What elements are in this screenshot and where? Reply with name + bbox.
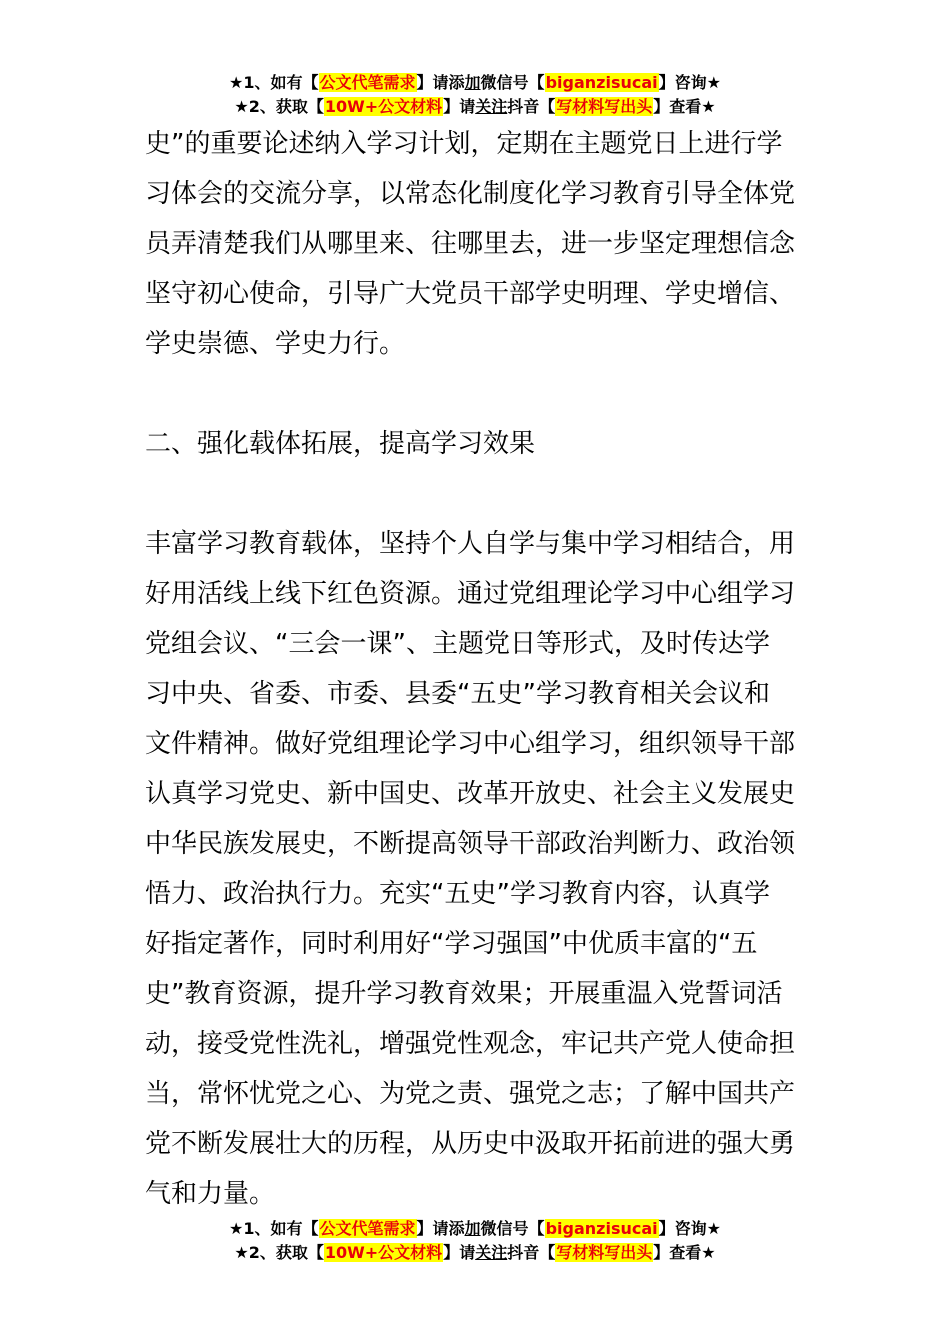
promo-text: 】咨询★ [658, 73, 721, 92]
blank-line [145, 469, 807, 519]
body-line: 认真学习党史、新中国史、改革开放史、社会主义发展史 [145, 779, 796, 809]
promo-line-2 [0, 1241, 950, 1265]
body-line: 员弄清楚我们从哪里来、往哪里去，进一步坚定理想信念 [145, 229, 796, 259]
promo-underlined: 关注 [475, 1243, 508, 1262]
promo-highlight: 10W+公文材料 [324, 97, 443, 116]
body-line: 中华民族发展史，不断提高领导干部政治判断力、政治领 [145, 829, 796, 859]
promo-douyin-id: 写材料写出头 [556, 97, 653, 116]
promo-highlight: 10W+公文材料 [324, 1243, 443, 1262]
body-line: 文件精神。做好党组理论学习中心组学习，组织领导干部 [145, 729, 796, 759]
body-line: 气和力量。 [145, 1179, 276, 1209]
blank-line [145, 369, 807, 419]
promo-text: 微信号【 [480, 1219, 545, 1238]
body-line: 史”的重要论述纳入学习计划，定期在主题党日上进行学 [145, 129, 783, 159]
body-line: 习中央、省委、市委、县委“五史”学习教育相关会议和 [145, 679, 770, 709]
body-line: 学史崇德、学史力行。 [145, 329, 406, 359]
body-line: 动，接受党性洗礼，增强党性观念，牢记共产党人使命担 [145, 1029, 796, 1059]
promo-highlight: 公文代笔需求 [319, 1219, 416, 1238]
promo-banner-bottom [0, 1217, 950, 1265]
promo-underlined: 加 [464, 1219, 481, 1238]
promo-text: 】查看★ [653, 1243, 716, 1262]
promo-underlined: 加 [464, 73, 481, 92]
promo-line-2 [0, 95, 950, 119]
body-line: 坚守初心使命，引导广大党员干部学史明理、学史增信、 [145, 279, 796, 309]
promo-douyin-id: 写材料写出头 [556, 1243, 653, 1262]
body-line: 好指定著作，同时利用好“学习强国”中优质丰富的“五 [145, 929, 758, 959]
promo-text: 】请添 [416, 73, 465, 92]
body-line: 丰富学习教育载体，坚持个人自学与集中学习相结合，用 [145, 529, 796, 559]
promo-text: 】请 [443, 1243, 476, 1262]
promo-line-1 [0, 1217, 950, 1241]
promo-text: 】请 [443, 97, 476, 116]
promo-text: ★1、如有【 [229, 1219, 319, 1238]
promo-line-1 [0, 71, 950, 95]
promo-text: 】请添 [416, 1219, 465, 1238]
body-line: 党不断发展壮大的历程，从历史中汲取开拓前进的强大勇 [145, 1129, 796, 1159]
body-line: 党组会议、“三会一课”、主题党日等形式，及时传达学 [145, 629, 770, 659]
section-heading: 二、强化载体拓展，提高学习效果 [145, 429, 536, 459]
promo-text: ★1、如有【 [229, 73, 319, 92]
body-line: 习体会的交流分享，以常态化制度化学习教育引导全体党 [145, 179, 796, 209]
promo-text: ★2、获取【 [234, 97, 324, 116]
promo-text: 】咨询★ [658, 1219, 721, 1238]
promo-wechat-id: biganzisucai [545, 1219, 658, 1238]
body-line: 当，常怀忧党之心、为党之责、强党之志；了解中国共产 [145, 1079, 796, 1109]
body-line: 悟力、政治执行力。充实“五史”学习教育内容，认真学 [145, 879, 770, 909]
promo-text: 抖音【 [507, 97, 556, 116]
promo-underlined: 关注 [475, 97, 508, 116]
document-body [145, 119, 807, 1219]
body-line: 史”教育资源，提升学习教育效果；开展重温入党誓词活 [145, 979, 783, 1009]
promo-text: 抖音【 [507, 1243, 556, 1262]
promo-banner-top [0, 71, 950, 119]
promo-text: 微信号【 [480, 73, 545, 92]
promo-highlight: 公文代笔需求 [319, 73, 416, 92]
promo-wechat-id: biganzisucai [545, 73, 658, 92]
promo-text: 】查看★ [653, 97, 716, 116]
body-line: 好用活线上线下红色资源。通过党组理论学习中心组学习 [145, 579, 796, 609]
promo-text: ★2、获取【 [234, 1243, 324, 1262]
